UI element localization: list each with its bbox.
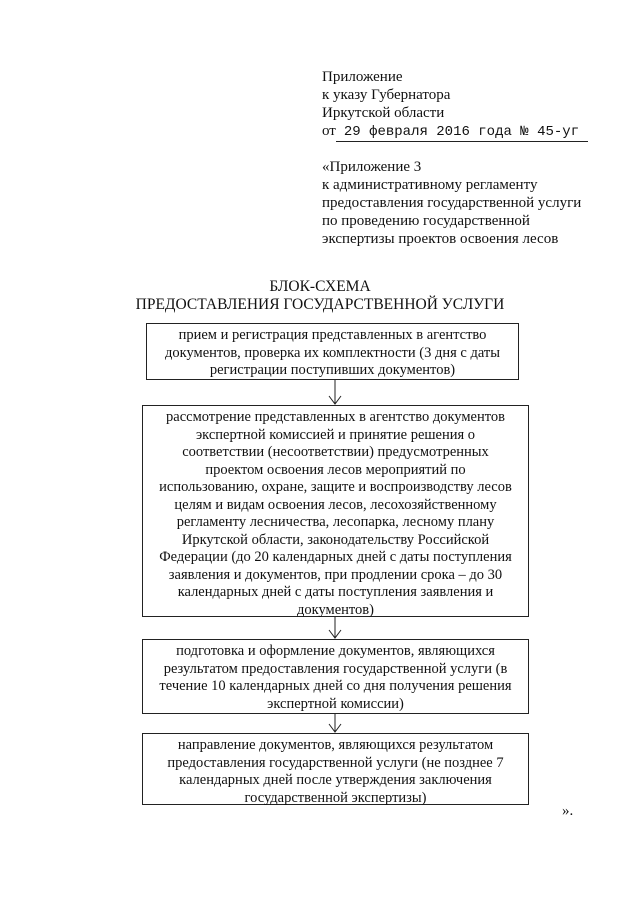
diagram-title: БЛОК-СХЕМА bbox=[269, 278, 371, 295]
step-2-line: документов) bbox=[297, 601, 374, 618]
step-3-line: экспертной комиссии) bbox=[267, 695, 404, 712]
header-line-1: Приложение bbox=[322, 69, 403, 85]
step-2-line: соответствии (несоответствии) предусмотренных bbox=[182, 444, 489, 460]
arrow-1-to-2 bbox=[329, 380, 341, 404]
step-4-line: направление документов, являющихся результатом bbox=[177, 737, 494, 753]
step-2-line: Иркутской области, законодательству Российской bbox=[181, 531, 490, 548]
appendix3-line-2: к административному регламенту bbox=[322, 177, 538, 193]
step-3-line: течение 10 календарных дней со дня получения решения bbox=[159, 678, 512, 694]
header-line-3: Иркутской области bbox=[322, 105, 445, 121]
step-4-line: предоставления государственной услуги (не позднее 7 bbox=[167, 754, 504, 771]
step-2-line: заявления и документов, при продлении срока – до 30 bbox=[168, 566, 503, 583]
header-line-2: к указу Губернатора bbox=[322, 87, 451, 103]
decree-date: 29 февраля 2016 года № 45-уг bbox=[336, 123, 588, 142]
step-2-line: Федерации (до 20 календарных дней с даты поступления bbox=[159, 549, 512, 565]
closing-quote: ». bbox=[562, 803, 574, 819]
step-2-line: календарных дней с даты поступления заявления и bbox=[177, 584, 494, 600]
step-4-line: календарных дней после утверждения заключения bbox=[179, 772, 492, 788]
date-prefix: от bbox=[322, 123, 336, 139]
step-2-line: целям и видам освоения лесов, лесохозяйственному bbox=[174, 496, 497, 513]
step-2-line: регламенту лесничества, лесопарка, лесному плану bbox=[176, 514, 495, 530]
appendix3-line-1: «Приложение 3 bbox=[322, 159, 422, 175]
appendix3-line-4: по проведению государственной bbox=[322, 213, 530, 229]
step-2-line: проектом освоения лесов мероприятий по bbox=[205, 461, 466, 478]
step-1-line: прием и регистрация представленных в агентство bbox=[178, 327, 487, 343]
step-1-line: регистрации поступивших документов) bbox=[209, 362, 456, 378]
arrow-3-to-4 bbox=[329, 714, 341, 732]
appendix3-line-3: предоставления государственной услуги bbox=[322, 195, 582, 211]
step-4-line: государственной экспертизы) bbox=[244, 789, 427, 806]
step-2-line: рассмотрение представленных в агентство документов bbox=[166, 409, 505, 425]
step-3-line: подготовка и оформление документов, являющихся bbox=[176, 643, 495, 659]
diagram-subtitle: ПРЕДОСТАВЛЕНИЯ ГОСУДАРСТВЕННОЙ УСЛУГИ bbox=[135, 296, 505, 313]
arrow-2-to-3 bbox=[329, 617, 341, 638]
step-1-line: документов, проверка их комплектности (3 дня с даты bbox=[165, 344, 500, 361]
step-3-line: результатом предоставления государственной услуги (в bbox=[163, 660, 508, 677]
step-2-line: использованию, охране, защите и воспроизводству лесов bbox=[159, 479, 512, 495]
appendix3-line-5: экспертизы проектов освоения лесов bbox=[322, 231, 559, 247]
step-2-line: экспертной комиссией и принятие решения о bbox=[195, 426, 476, 443]
